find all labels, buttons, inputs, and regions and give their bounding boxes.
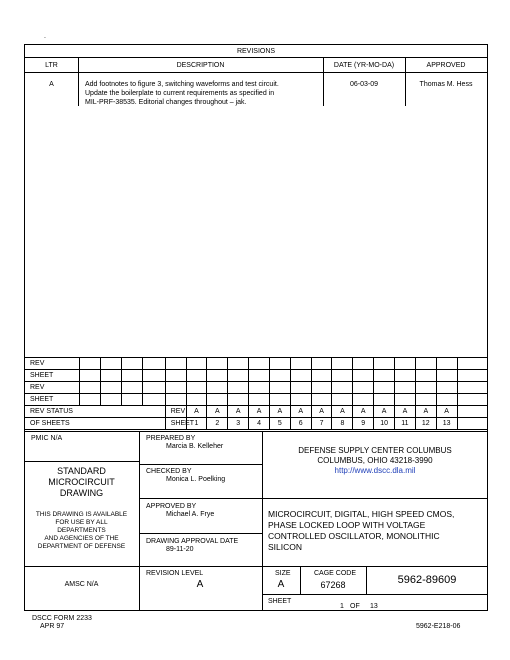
document-code: 5962-E218-06 (416, 623, 461, 630)
date-header: DATE (YR-MO-DA) (333, 62, 395, 69)
standard-line-2: MICROCIRCUIT (48, 477, 115, 487)
empty-cell (436, 382, 457, 394)
empty-cell (80, 394, 101, 406)
revision-description-line-3: MIL-PRF-38535. Editorial changes throughout – jak. (85, 99, 247, 106)
empty-cell (457, 358, 487, 370)
empty-cell (332, 358, 353, 370)
empty-cell (186, 394, 207, 406)
title-line-1: MICROCIRCUIT, DIGITAL, HIGH SPEED CMOS, (268, 509, 455, 519)
empty-cell (290, 382, 311, 394)
empty-cell (142, 358, 165, 370)
empty-cell (290, 370, 311, 382)
empty-cell (269, 394, 290, 406)
empty-cell (415, 358, 436, 370)
empty-cell (457, 406, 487, 418)
sheet-number-cell: 11 (395, 418, 416, 430)
revision-level: A (196, 579, 204, 590)
sheet-of: OF (350, 603, 360, 610)
empty-cell (228, 358, 249, 370)
empty-cell (290, 358, 311, 370)
status-row (25, 370, 488, 382)
empty-cell (436, 394, 457, 406)
status-row (25, 394, 488, 406)
empty-cell (290, 394, 311, 406)
empty-cell (207, 370, 228, 382)
empty-cell (457, 418, 487, 430)
rev-letter-cell: A (395, 406, 416, 418)
rev-letter-cell: A (332, 406, 353, 418)
empty-cell (101, 394, 122, 406)
empty-cell (228, 382, 249, 394)
sheet-number: 1 (340, 603, 344, 610)
availability-line-4: AND AGENCIES OF THE (44, 535, 119, 542)
empty-cell (207, 394, 228, 406)
empty-cell (332, 370, 353, 382)
agency-line-2: COLUMBUS, OHIO 43218-3990 (317, 456, 433, 465)
empty-cell (457, 382, 487, 394)
row-label: REV (25, 358, 80, 370)
availability-line-3: DEPARTMENTS (57, 527, 106, 534)
empty-cell (374, 394, 395, 406)
pmic-label: PMIC N/A (31, 435, 63, 442)
sheet-number-cell: 9 (353, 418, 374, 430)
prepared-by-label: PREPARED BY (146, 435, 196, 442)
empty-cell (353, 358, 374, 370)
sheet-label: SHEET (165, 418, 186, 430)
sheet-number-cell: 13 (436, 418, 457, 430)
sheet-number-cell: 12 (415, 418, 436, 430)
sheet-number-cell: 5 (269, 418, 290, 430)
empty-cell (101, 358, 122, 370)
empty-cell (395, 370, 416, 382)
rev-letter-cell: A (228, 406, 249, 418)
rev-status-label: REV STATUS (25, 406, 166, 418)
revisions-title: REVISIONS (236, 48, 276, 55)
empty-cell (228, 394, 249, 406)
availability-line-5: DEPARTMENT OF DEFENSE (37, 543, 126, 550)
sheet-number-cell: 1 (186, 418, 207, 430)
empty-cell (269, 382, 290, 394)
rev-letter-cell: A (374, 406, 395, 418)
empty-cell (207, 358, 228, 370)
checked-by-name: Monica L. Poelking (166, 476, 226, 483)
standard-line-1: STANDARD (57, 466, 106, 476)
sheet-number-cell: 8 (332, 418, 353, 430)
rev-letter-cell: A (436, 406, 457, 418)
empty-cell (101, 382, 122, 394)
top-mark: . (44, 33, 46, 40)
empty-cell (395, 394, 416, 406)
drawing-number: 5962-89609 (397, 574, 457, 586)
rev-letter-cell: A (186, 406, 207, 418)
empty-cell (311, 358, 332, 370)
empty-cell (249, 394, 270, 406)
empty-cell (165, 370, 186, 382)
empty-cell (436, 370, 457, 382)
approved-by-name: Michael A. Frye (166, 511, 215, 518)
empty-cell (228, 370, 249, 382)
rev-letter-cell: A (207, 406, 228, 418)
empty-cell (311, 394, 332, 406)
sheet-number-cell: 6 (290, 418, 311, 430)
empty-cell (249, 358, 270, 370)
sheet-number-cell: 3 (228, 418, 249, 430)
empty-cell (415, 382, 436, 394)
agency-url-link[interactable]: http://www.dscc.dla.mil (334, 466, 416, 475)
rev-letter-cell: A (311, 406, 332, 418)
sheet-number-cell: 2 (207, 418, 228, 430)
title-line-3: CONTROLLED OSCILLATOR, MONOLITHIC (268, 531, 440, 541)
empty-cell (207, 382, 228, 394)
revision-approver: Thomas M. Hess (419, 81, 473, 88)
approved-by-label: APPROVED BY (146, 503, 197, 510)
cage-code: 67268 (320, 580, 346, 590)
form-number: DSCC FORM 2233 (32, 615, 92, 622)
empty-cell (186, 382, 207, 394)
empty-cell (121, 358, 142, 370)
rev-letter-cell: A (269, 406, 290, 418)
of-sheets-row (25, 418, 488, 430)
empty-cell (142, 394, 165, 406)
empty-cell (374, 358, 395, 370)
empty-cell (332, 382, 353, 394)
empty-cell (249, 382, 270, 394)
empty-cell (101, 370, 122, 382)
row-label: REV (25, 382, 80, 394)
empty-cell (269, 370, 290, 382)
revision-description-line-1: Add footnotes to figure 3, switching waveforms and test circuit. (85, 81, 279, 88)
empty-cell (332, 394, 353, 406)
sheet-number-cell: 4 (249, 418, 270, 430)
empty-cell (80, 382, 101, 394)
empty-cell (121, 370, 142, 382)
cage-code-label: CAGE CODE (314, 570, 357, 577)
empty-cell (457, 394, 487, 406)
ltr-header: LTR (45, 62, 58, 69)
empty-cell (353, 394, 374, 406)
empty-cell (415, 370, 436, 382)
rev-letter-cell: A (415, 406, 436, 418)
rev-letter-cell: A (290, 406, 311, 418)
of-sheets-label: OF SHEETS (25, 418, 166, 430)
sheet-label: SHEET (268, 598, 292, 605)
description-header: DESCRIPTION (176, 62, 225, 69)
revision-letter: A (49, 81, 54, 88)
approved-header: APPROVED (426, 62, 466, 69)
revision-level-label: REVISION LEVEL (146, 570, 204, 577)
revision-date: 06-03-09 (349, 81, 379, 88)
sheet-number-cell: 10 (374, 418, 395, 430)
empty-cell (415, 394, 436, 406)
empty-cell (80, 370, 101, 382)
approval-date-label: DRAWING APPROVAL DATE (146, 538, 239, 545)
size-value: A (277, 579, 285, 590)
empty-cell (249, 370, 270, 382)
empty-cell (142, 382, 165, 394)
status-row (25, 358, 488, 370)
sheet-total: 13 (370, 603, 378, 610)
empty-cell (186, 358, 207, 370)
rev-letter-cell: A (249, 406, 270, 418)
empty-cell (311, 370, 332, 382)
agency-line-1: DEFENSE SUPPLY CENTER COLUMBUS (298, 446, 452, 455)
empty-cell (269, 358, 290, 370)
standard-line-3: DRAWING (59, 488, 104, 498)
rev-letter-cell: A (353, 406, 374, 418)
availability-line-2: FOR USE BY ALL (55, 519, 108, 526)
row-label: SHEET (25, 370, 80, 382)
title-line-2: PHASE LOCKED LOOP WITH VOLTAGE (268, 520, 426, 530)
empty-cell (353, 382, 374, 394)
status-row (25, 382, 488, 394)
empty-cell (165, 382, 186, 394)
empty-cell (121, 394, 142, 406)
empty-cell (353, 370, 374, 382)
empty-cell (142, 370, 165, 382)
row-label: SHEET (25, 394, 80, 406)
revision-status-grid (24, 357, 488, 430)
empty-cell (121, 382, 142, 394)
amsc-label: AMSC N/A (64, 581, 99, 588)
sheet-number-cell: 7 (311, 418, 332, 430)
approval-date: 89-11-20 (166, 546, 194, 553)
empty-cell (436, 358, 457, 370)
title-line-4: SILICON (268, 542, 303, 552)
form-date: APR 97 (40, 623, 65, 630)
empty-cell (395, 382, 416, 394)
empty-cell (165, 394, 186, 406)
empty-cell (165, 358, 186, 370)
checked-by-label: CHECKED BY (146, 468, 192, 475)
empty-cell (186, 370, 207, 382)
size-label: SIZE (275, 570, 291, 577)
rev-status-row (25, 406, 488, 418)
empty-cell (311, 382, 332, 394)
empty-cell (80, 358, 101, 370)
empty-cell (457, 370, 487, 382)
prepared-by-name: Marcia B. Kelleher (166, 443, 224, 450)
empty-cell (395, 358, 416, 370)
empty-cell (374, 382, 395, 394)
availability-line-1: THIS DRAWING IS AVAILABLE (35, 511, 128, 518)
rev-label: REV (165, 406, 186, 418)
revision-description-line-2: Update the boilerplate to current requirements as specified in (85, 90, 275, 97)
empty-cell (374, 370, 395, 382)
